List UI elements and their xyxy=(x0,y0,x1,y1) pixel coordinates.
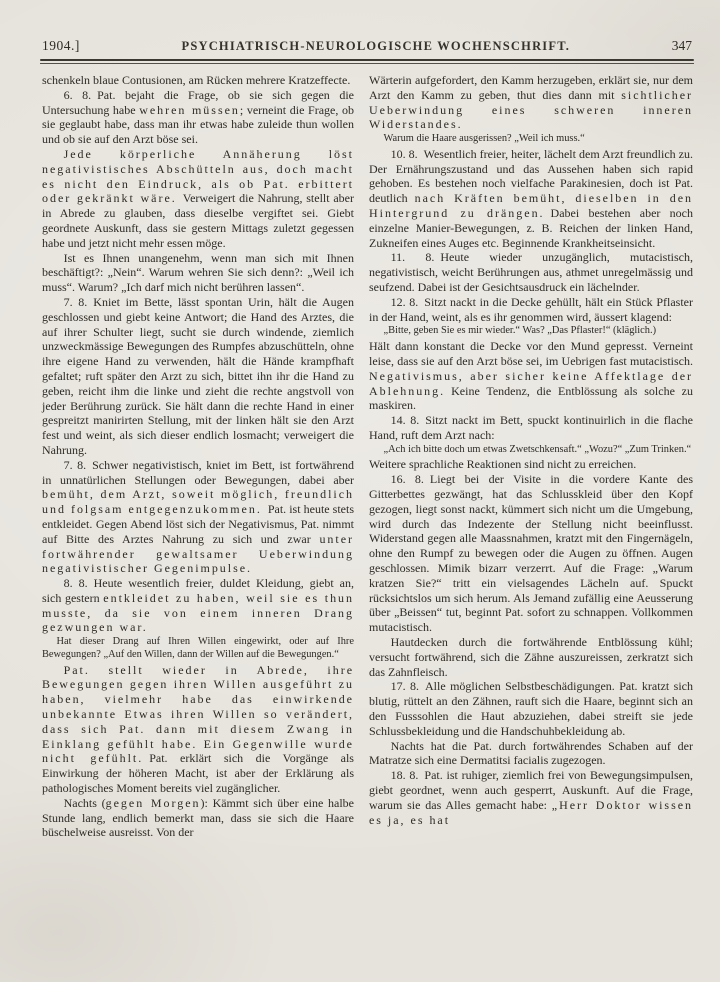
letterspaced-text: „Herr Doktor wissen es ja, es hat xyxy=(369,797,694,827)
body-text: ): Kämmt sich über eine halbe Stunde lang, endlich bemerkt man, dass sie sich die Haare büschelweise ausreisst. Von der xyxy=(42,795,354,840)
paragraph xyxy=(369,768,693,827)
body-text: 11. 8. Heute wieder unzugänglich, mutacistisch, negativistisch, weicht Berührungen aus, athmet unregelmässig und seufzend. Dabei ist der Gesichtsausdruck ein lächelnder. xyxy=(369,250,693,295)
header-rule-thin xyxy=(40,63,694,64)
paragraph xyxy=(369,250,693,294)
body-text: Nachts hat die Pat. durch fortwährendes Schaben auf der Matratze sich eine Dermatitsi facialis zugezogen. xyxy=(369,738,693,768)
paragraph xyxy=(369,413,693,443)
paragraph xyxy=(369,339,693,413)
body-text: Pat. erklärt sich die Vorgänge als Einwirkung der höheren Macht, ist aber der Erklärung als pathologisches Moment bereits viel zugänglicher. xyxy=(42,751,354,796)
header-year: 1904.] xyxy=(42,38,80,53)
body-text: 12. 8. Sitzt nackt in die Decke gehüllt, hält ein Stück Pflaster in der Hand, weint, als es ihr genommen wird, äussert klagend: xyxy=(369,294,693,324)
body-text: Keine Tendenz, die Entblössung als solche zu maskiren. xyxy=(369,383,693,413)
body-text: 18. 8. Pat. ist ruhiger, ziemlich frei von Bewegungsimpulsen, giebt geordnet, wenn auch gesperrt, Auskunft. Auf die Frage, warum sie das Alles gemacht habe: xyxy=(369,768,693,812)
paragraph xyxy=(42,88,354,147)
body-text: Warum die Haare ausgerissen? „Weil ich muss.“ xyxy=(383,133,585,145)
letterspaced-text: wehren müssen xyxy=(139,102,240,117)
body-text: 6. 8. Pat. bejaht die Frage, ob sie sich gegen die Untersuchung habe xyxy=(42,87,354,117)
paragraph xyxy=(42,73,354,88)
body-text: 7. 8. Schwer negativistisch, kniet im Bett, ist fortwährend in unnatürlichen Stellungen oder Bewegungen, dabei aber xyxy=(42,457,354,487)
journal-title: PSYCHIATRISCH-NEUROLOGISCHE WOCHENSCHRIFT. xyxy=(181,39,571,53)
body-text: 16. 8. Liegt bei der Visite in die vordere Kante des Gitterbettes gezwängt, hat das Schlusskleid über den Kopf gezogen, liegt sonst nackt, kümmert sich nicht um die Umgebung, wird durch das Indezente der Stellung nicht beeinflusst. Widerstand gegen alle Maassnahmen, kratzt mit den Fingernägeln, ohne den Rumpf zu bewegen oder die Augen zu öffnen. Augen geschlossen. Mimik bizarr verzerrt. Auf die Frage: „Warum kratzen Sie?“ tritt ein vielsagendes Lächeln auf. Spuckt rücksichtslos um sich herum. Als Jemand zufällig eine Aeusserung über „Beissen“ tut, beginnt Pat. sofort zu schnappen. Vollkommen mutacistisch. xyxy=(369,472,693,635)
body-text: Weitere sprachliche Reaktionen sind nicht zu erreichen. xyxy=(369,457,637,472)
paragraph xyxy=(42,796,354,840)
paragraph xyxy=(369,73,693,132)
letterspaced-text: Negativismus, aber sicher keine Affektlage der Ablehnung. xyxy=(369,368,693,398)
body-text: Nachts ( xyxy=(63,795,106,810)
letterspaced-text: sichtlicher Ueberwindung eines schweren inneren Widerstandes. xyxy=(369,87,693,132)
paragraph xyxy=(369,739,693,769)
page-header xyxy=(42,38,692,54)
body-text: „Ach ich bitte doch um etwas Zwetschkensaft.“ „Wozu?“ „Zum Trinken.“ xyxy=(383,443,692,455)
body-text: Dabei bestehen aber noch einzelne Manier-Bewegungen, z. B. Reichen der linken Hand, Zukneifen eines Auges etc. Beginnende Krankheitseinsicht. xyxy=(369,206,694,250)
body-text: Ist es Ihnen unangenehm, wenn man sich mit Ihnen beschäftigt?: „Nein“. Warum wehren Sie sich denn?: „Weil ich muss“. Warum? „Ich darf mich nicht berühren lassen“. xyxy=(42,250,354,295)
body-text: Hat dieser Drang auf Ihren Willen eingewirkt, oder auf Ihre Bewegungen? „Auf den Willen, dann der Willen auf die Bewegungen.“ xyxy=(42,636,354,660)
body-text: Wärterin aufgefordert, den Kamm herzugeben, erklärt sie, nur dem Arzt den Kamm zu geben, thut dies dann mit xyxy=(369,73,693,102)
body-text: 14. 8. Sitzt nackt im Bett, spuckt kontinuirlich in die flache Hand, ruft dem Arzt nach: xyxy=(369,413,693,442)
small-print-paragraph xyxy=(42,636,354,661)
letterspaced-text: entkleidet zu haben, weil sie es thun musste, da sie von einem inneren Drang gezwungen war. xyxy=(42,590,355,635)
small-print-paragraph xyxy=(369,133,693,146)
body-text: Hält dann konstant die Decke vor den Mund gepresst. Verneint leise, dass sie auf den Arzt böse sei, im Uebrigen fast mutacistisch. xyxy=(369,339,693,368)
letterspaced-text: Pat. stellt wieder in Abrede, ihre Bewegungen gegen ihren Willen ausgeführt zu haben, vielmehr habe das einwirkende unbekannte Etwas ihren Willen so verändert, dass sich Pat. dann mit diesem Zwang in Einklang gefühlt habe. Ein Gegenwille wurde nicht gefühlt. xyxy=(42,662,354,766)
body-text: ; verneint die Frage, ob sie geglaubt habe, dass man ihr etwas habe zuleide thun wollen und ob sie auf den Arzt böse sei. xyxy=(42,102,354,147)
letterspaced-text: bemüht, dem Arzt, soweit möglich, freundlich und folgsam entgegenzukommen. xyxy=(42,487,354,517)
paragraph xyxy=(42,251,354,295)
column-right xyxy=(369,73,693,840)
body-text: „Bitte, geben Sie es mir wieder.“ Was? „Das Pflaster!“ (kläglich.) xyxy=(383,325,657,337)
small-print-paragraph xyxy=(369,444,693,457)
body-text: 17. 8. Alle möglichen Selbstbeschädigungen. Pat. kratzt sich blutig, rüttelt an den Zähnen, rauft sich die Haare, beginnt sich an den Fusssohlen die Haut abzuziehen, dabei streift sie jede Schlussbekleidung und die Handschuhbekleidung ab. xyxy=(369,679,693,738)
body-text: Hautdecken durch die fortwährende Entblössung kühl; versucht fortwährend, sich die Zähne auszureissen, zerkratzt sich das Zahnfleisch. xyxy=(369,635,693,679)
header-rule-thick xyxy=(40,59,694,61)
paragraph xyxy=(369,147,693,251)
body-text: schenkeln blaue Contusionen, am Rücken mehrere Kratzeffecte. xyxy=(42,73,351,87)
letterspaced-text: unter fortwährender gewaltsamer Ueberwindung negativistischer Gegenimpulse. xyxy=(42,531,354,576)
paragraph xyxy=(42,663,354,796)
body-text: Verweigert die Nahrung, stellt aber in Abrede zu glauben, dass dieselbe vergiftet sei. Giebt geordnete Auskunft, dass sie gestern Mittags zuletzt gegessen habe und jetzt nicht mehr essen möge. xyxy=(42,191,354,250)
body-text: 10. 8. Wesentlich freier, heiter, lächelt dem Arzt freundlich zu. Der Ernährungszustand und das Aussehen haben sich rapid gehoben. Es bestehen noch vielfache Parakinesien, doch ist Pat. deutlich xyxy=(369,146,693,206)
paragraph xyxy=(42,458,354,576)
paragraph xyxy=(369,679,693,738)
paragraph xyxy=(42,147,354,251)
text-columns xyxy=(42,73,693,840)
body-text: 8. 8. Heute wesentlich freier, duldet Kleidung, giebt an, sich gestern xyxy=(42,576,354,605)
paragraph xyxy=(369,635,693,679)
body-text: Pat. ist heute stets entkleidet. Gegen Abend löst sich der Negativismus, Pat. nimmt auf Bitte des Arztes Nahrung zu sich und zwar xyxy=(42,502,354,546)
body-text: 7. 8. Kniet im Bette, lässt spontan Urin, hält die Augen geschlossen und giebt keine Antwort; die Hand des Arztes, die auf ihrer Schulter liegt, sucht sie durch windende, ziemlich unzweckmässige Bewegungen des Rumpfes abzuschütteln, ohne ihre eigene Hand zu verwenden, hält die Hände krampfhaft gefaltet; ruft später den Arzt zu sich, bittet ihn ihr die Hand zu geben, reicht ihm die linke und zieht die rechte angstvoll von jeder Berührung zurück. Sie hält dann die rechte Hand in einer gespreitzt manirirten Stellung, mit der linken hält sie den Arzt fest und weint, als sich dieser endlich losmacht; verweigert die Nahrung. xyxy=(42,294,354,457)
page-number: 347 xyxy=(671,38,692,53)
paragraph xyxy=(42,295,354,458)
paragraph xyxy=(369,457,693,472)
letterspaced-text: nach Kräften bemüht, dieselben in den Hintergrund zu drängen. xyxy=(369,191,693,221)
letterspaced-text: gegen Morgen xyxy=(105,795,201,810)
small-print-paragraph xyxy=(369,325,693,338)
paragraph xyxy=(369,472,693,635)
paragraph xyxy=(42,576,354,635)
letterspaced-text: Jede körperliche Annäherung löst negativistisches Abschütteln aus, doch macht es nicht den Eindruck, als ob Pat. erbittert oder gekränkt wäre. xyxy=(42,146,354,206)
column-left xyxy=(42,73,354,840)
paragraph xyxy=(369,295,693,325)
